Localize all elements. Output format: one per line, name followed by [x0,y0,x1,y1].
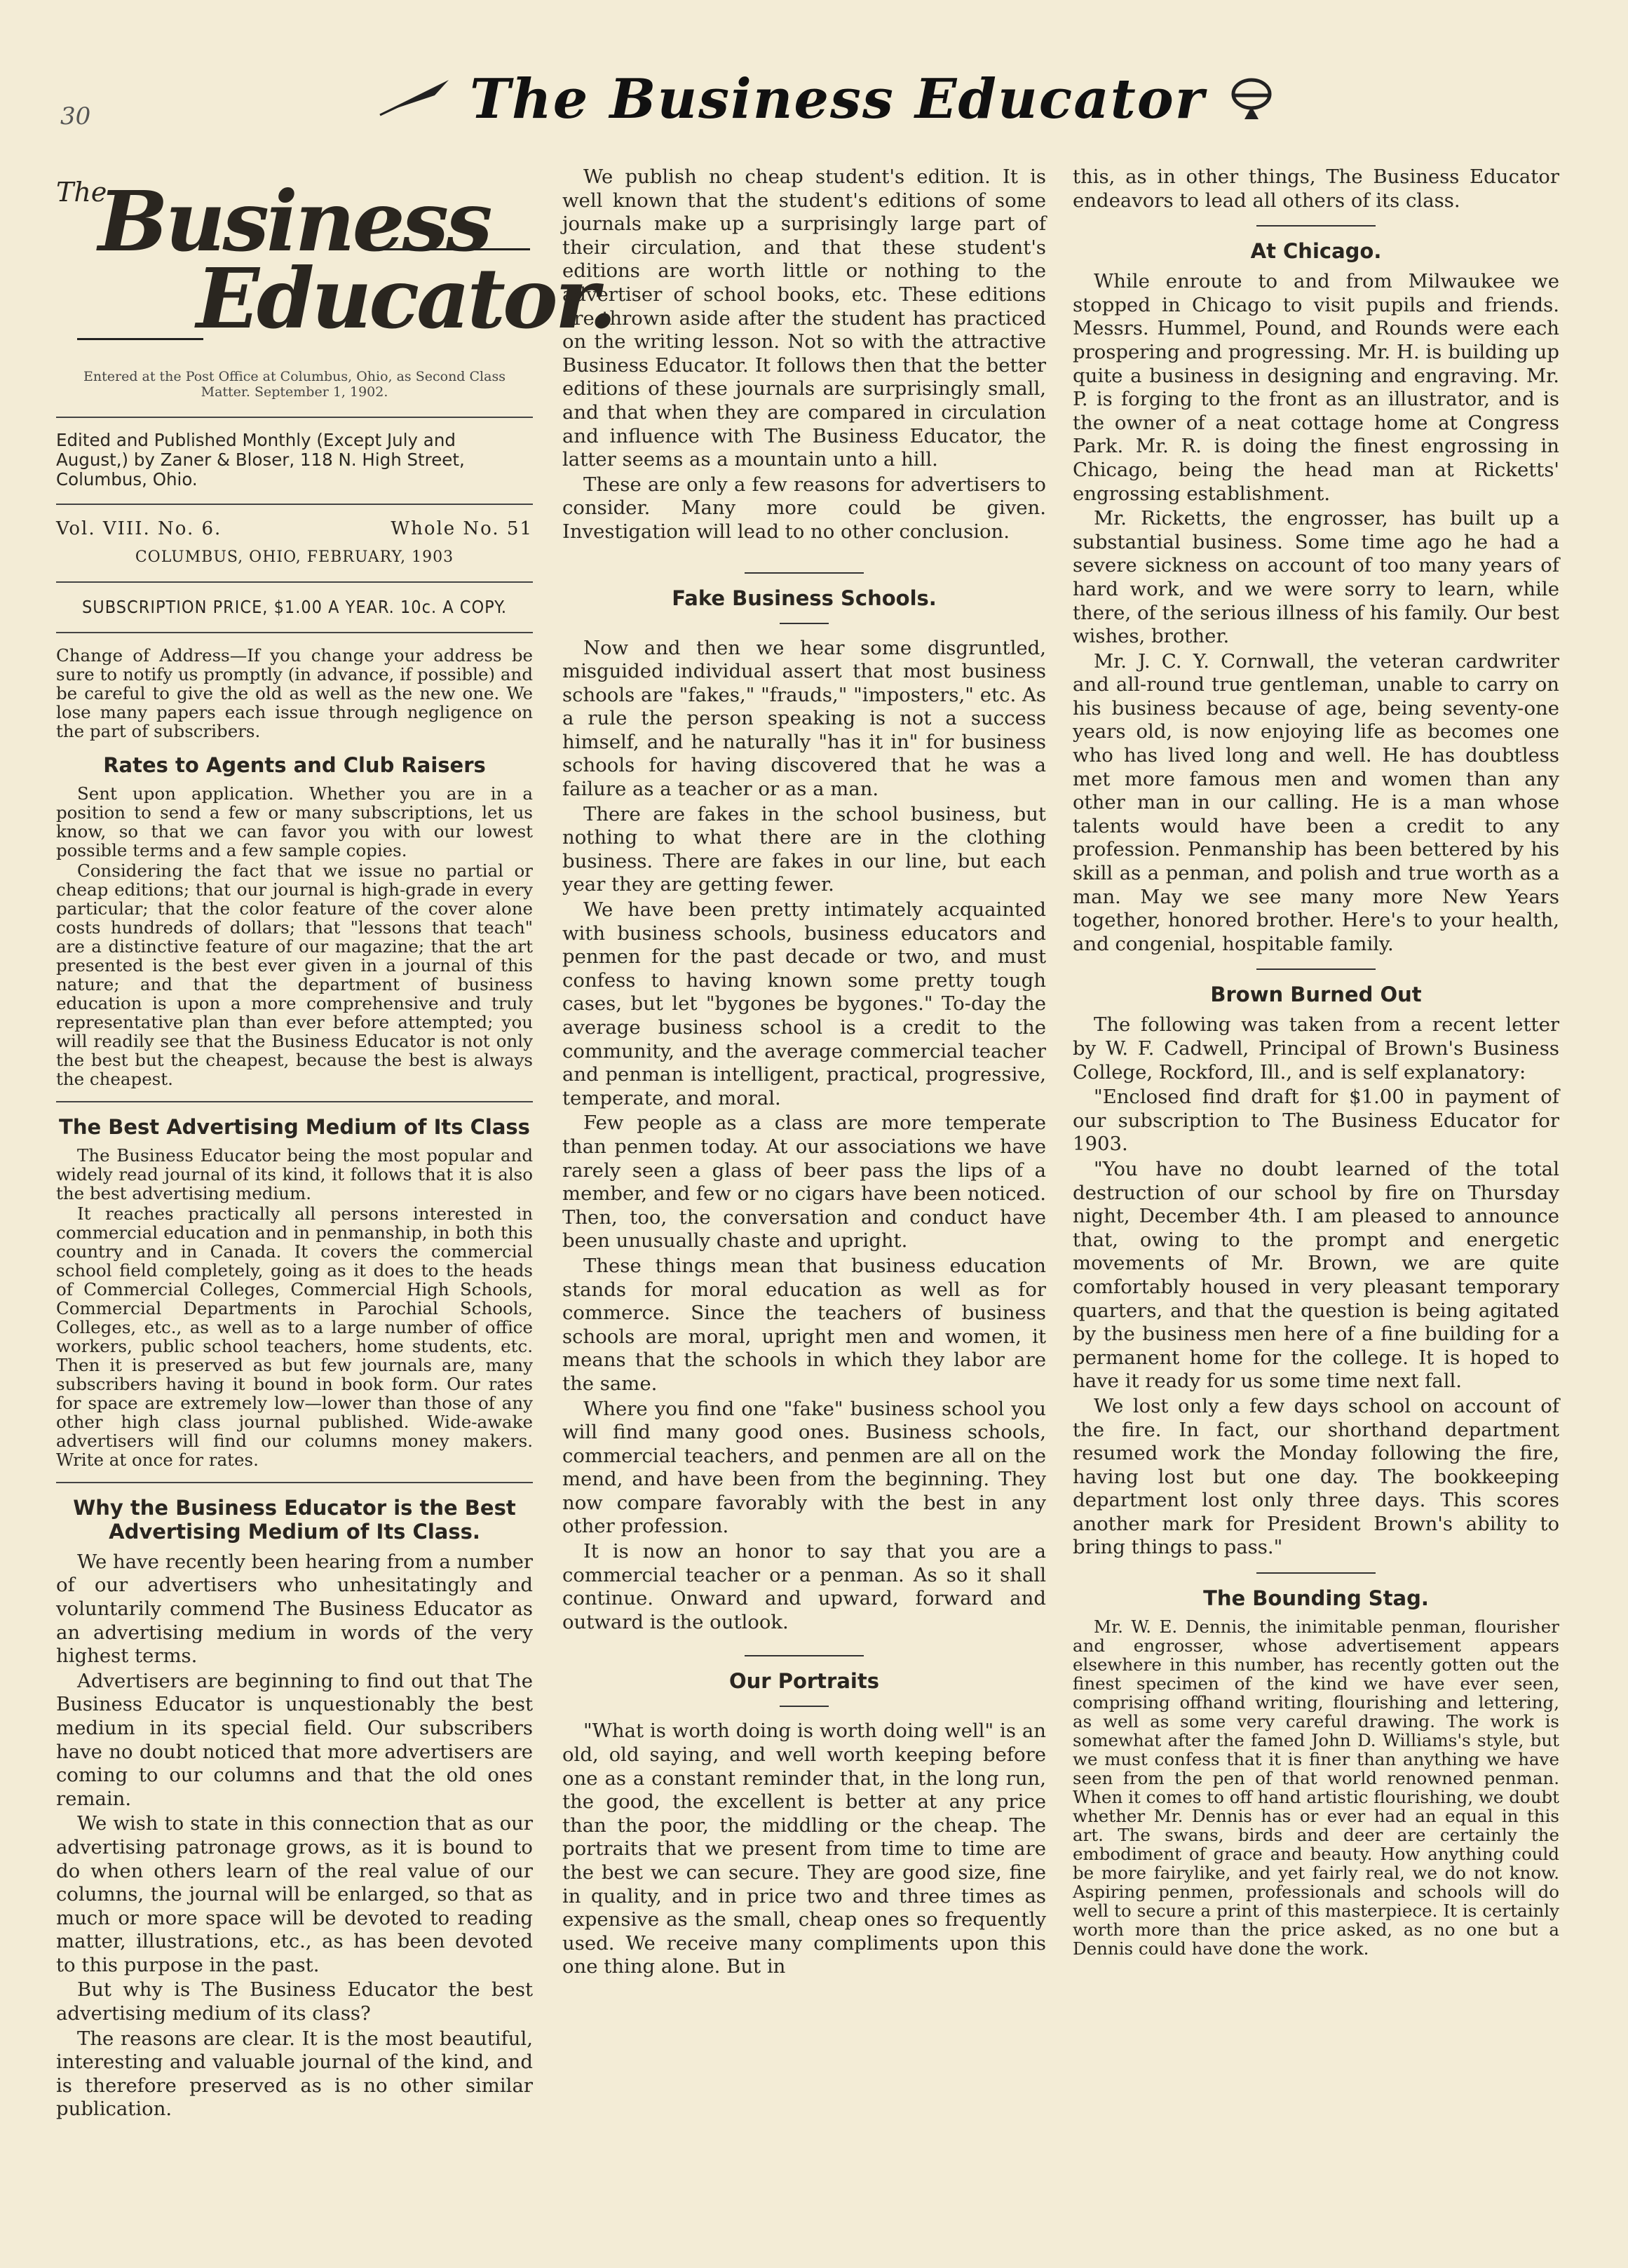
column-1 [56,166,615,2123]
paragraph: "What is worth doing is worth doing well" is an old, old saying, and well worth keeping before one as a constant reminder that, in the long run, the good, the excellent is better at any price than the poor, the middling or the cheap. The portraits that we present from time to time are the best we can secure. They are good size, fine in quality, and in price two and three times as expensive as the small, cheap ones so frequently used. We receive many compliments upon this one thing alone. But in [562,1720,1046,1978]
divider [1256,968,1376,970]
divider [56,417,533,418]
divider [56,1482,533,1483]
masthead-title: The Business Educator [470,67,1205,131]
divider [56,504,533,505]
paragraph: We have recently been hearing from a number of our advertisers who unhesitatingly and voluntarily commend The Business Educator as an advertising medium in words of the very highest terms. [56,1550,533,1668]
paragraph: These are only a few reasons for advertisers to consider. Many more could be given. Investigation will lead to no other conclusion. [562,473,1046,543]
paragraph: Where you find one "fake" business school you will find many good ones. Business schools, commercial teachers, and penmen are all on the mend, and have been from the beginning. They now compare favorably with the best in any other profession. [562,1397,1046,1538]
divider [780,623,829,624]
logo-line-1: Business [98,173,490,270]
paragraph: Advertisers are beginning to find out that The Business Educator is unquestionably the best medium in its special field. Our subscribers have no doubt noticed that more advertisers are coming to our columns and that the old ones remain. [56,1669,533,1810]
divider [780,1706,829,1707]
divider [56,581,533,583]
logo-the: The [56,177,107,208]
rates-heading: Rates to Agents and Club Raisers [103,752,486,777]
paragraph: We have been pretty intimately acquainted with business schools, business educators and penmen for the past decade or two, and must confess to having known some pretty tough cases, but let "bygones be bygones." To-day the average business school is a credit to the community, and the average commercial teacher and penman is intelligent, practical, progressive, temperate, and moral. [562,898,1046,1109]
divider [56,1101,533,1102]
business-educator-logo [56,166,615,369]
publication-info: Edited and Published Monthly (Except July and August,) by Zaner & Bloser, 118 N. High Street, Columbus, Ohio. [56,430,465,490]
paragraph: We publish no cheap student's edition. It is well known that the student's editions of some journals make up a surprisingly large part of their circulation, and that these student's editions are worth little or nothing to the advertiser of school books, etc. These editions are thrown aside after the student has practiced on the writing lesson. Not so with the attractive Business Educator. It follows then that the better editions of these journals are surprisingly small, and that when they are compared in circulation and influence with The Business Educator, the latter seems as a mountain unto a hill. [562,166,1046,471]
paragraph: Now and then we hear some disgruntled, misguided individual assert that most business schools are "fakes," "frauds," "imposters," etc. As a rule the person speaking is not a success himself, and he naturally "has it in" for business schools for having discovered that he was a failure as a teacher or as a man. [562,636,1046,801]
portraits-heading: Our Portraits [729,1669,879,1694]
change-of-address: Change of Address—If you change your address be sure to notify us promptly (in advance, if possible) and be careful to give the old as well as the new one. We lose many papers each issue through negligence on the part of subscribers. [56,644,533,741]
pen-nib-emblem-icon [1227,73,1276,122]
volume-number: Vol. VIII. No. 6. [56,518,222,539]
chicago-heading: At Chicago. [1250,239,1382,264]
divider [745,1655,864,1656]
column-3 [1073,166,1559,1959]
why-heading: Why the Business Educator is the Best Advertising Medium of Its Class. [73,1495,516,1544]
paragraph: It is now an honor to say that you are a commercial teacher or a penman. As so it shall continue. Onward and upward, forward and outward is the outlook. [562,1540,1046,1633]
paragraph: "Enclosed find draft for $1.00 in payment of our subscription to The Business Educator for 1903. [1073,1086,1559,1156]
paragraph: this, as in other things, The Business Educator endeavors to lead all others of its class. [1073,166,1559,212]
paragraph: While enroute to and from Milwaukee we stopped in Chicago to visit pupils and friends. Messrs. Hummel, Pound, and Rounds were each prospering and progressing. Mr. H. is building up quite a business in designing and engraving. Mr. P. is forging to the front as an illustrator, and is the owner of a neat cottage home at Congress Park. Mr. R. is doing the finest engrossing in Chicago, being the head man at Ricketts' engrossing establishment. [1073,270,1559,505]
paragraph: Sent upon application. Whether you are in a position to send a few or many subscriptions, let us know, so that we can favor you with our lowest possible terms and a few sample copies. [56,783,533,860]
paragraph: Mr. J. C. Y. Cornwall, the veteran cardwriter and all-round true gentleman, unable to carry on his business because of age, being seventy-one years old, is now enjoying life as becomes one who has lived long and well. He has doubtless met more famous men and women than any other man in our calling. He is a man whose talents would have been a credit to any profession. Penmanship has been bettered by his skill as a penman, and polish and true worth as a man. May we see many more New Years together, honored brother. Here's to your health, and congenial, hospitable family. [1073,649,1559,955]
brown-heading: Brown Burned Out [1210,983,1422,1007]
divider [1256,1572,1376,1574]
best-medium-heading: The Best Advertising Medium of Its Class [59,1114,530,1139]
fake-schools-heading: Fake Business Schools. [672,586,937,610]
paragraph: But why is The Business Educator the best advertising medium of its class? [56,1978,533,2025]
paragraph: We wish to state in this connection that as our advertising patronage grows, as it is bound to do when others learn of the real value of our columns, the journal will be enlarged, so that as much or more space will be devoted to reading matter, illustrations, etc., as has been devoted to this purpose in the past. [56,1812,533,1976]
place-date: COLUMBUS, OHIO, FEBRUARY, 1903 [135,548,454,566]
paragraph: We lost only a few days school on account of the fire. In fact, our shorthand department resumed work the Monday following the fire, having lost but one day. The bookkeeping department lost only three days. This scores another mark for President Brown's ability to bring things to pass." [1073,1394,1559,1559]
column-2 [562,166,1046,1980]
paragraph: Few people as a class are more temperate than penmen today. At our associations we have rarely seen a glass of beer pass the lips of a member, and few or no cigars have been noticed. Then, too, the conversation and conduct have been unusually chaste and upright. [562,1112,1046,1253]
masthead [379,67,1297,137]
paragraph: "You have no doubt learned of the total destruction of our school by fire on Thursday night, December 4th. I am pleased to announce that, owing to the prompt and energetic movements of Mr. Brown, we are quite comfortably housed in very pleasant temporary quarters, and that the question is being agitated by the business men here of a fine building for a permanent home for the college. It is hoped to have it ready for us some time next fall. [1073,1157,1559,1393]
paragraph: The following was taken from a recent letter by W. F. Cadwell, Principal of Brown's Business College, Rockford, Ill., and is self explanatory: [1073,1013,1559,1084]
paragraph: It reaches practically all persons interested in commercial education and in penmanship, in both this country and in Canada. It covers the commercial school field completely, going as it does to the heads of Commercial Colleges, Commercial High Schools, Commercial Departments in Parochial Schools, Colleges, etc., as well as to a large number of office workers, public school teachers, home students, etc. Then it is preserved as but few journals are, many subscribers having it bound in book form. Our rates for space are extremely low—lower than those of any other high class journal published. Wide-awake advertisers will find our columns money makers. Write at once for rates. [56,1203,533,1470]
page-number: 30 [60,102,91,130]
paragraph: There are fakes in the school business, but nothing to what there are in the clothing business. There are fakes in our line, but each year they are getting fewer. [562,802,1046,896]
divider [56,632,533,633]
divider [1256,225,1376,227]
subscription-price: SUBSCRIPTION PRICE, $1.00 A YEAR. 10c. A COPY. [82,597,507,618]
stag-heading: The Bounding Stag. [1203,1586,1429,1611]
paragraph: Mr. Ricketts, the engrosser, has built up a substantial business. Some time ago he had a severe sickness on account of too many years of hard work, and we were sorry to learn, while there, of the serious illness of his family. Our best wishes, brother. [1073,507,1559,648]
paragraph: The Business Educator being the most popular and widely read journal of its kind, it follows that it is also the best advertising medium. [56,1145,533,1203]
entry-note: Entered at the Post Office at Columbus, Ohio, as Second Class Matter. September 1, 1902. [83,369,506,400]
paragraph: Mr. W. E. Dennis, the inimitable penman, flourisher and engrosser, whose advertisement appears elsewhere in this number, has recently gotten out the finest specimen of the kind we have ever seen, comprising offhand writing, flourishing and lettering, as well as some very careful drawing. The work is somewhat after the famed John D. Williams's style, but we must confess that it is finer than anything we have seen from the pen of that world renowned penman. When it comes to off hand artistic flourishing, we doubt whether Mr. Dennis has or ever had an equal in this art. The swans, birds and deer are certainly the embodiment of grace and beauty. How anything could be more fairylike, and yet fairly real, we do not know. Aspiring penmen, professionals and schools will do well to secure a print of this masterpiece. It is certainly worth more than the price asked, as no one but a Dennis could have done the work. [1073,1616,1559,1959]
divider [745,572,864,574]
logo-line-2: Educator. [196,250,615,347]
logo-swash-2 [77,338,203,340]
whole-number: Whole No. 51 [391,518,533,539]
quill-pen-icon [379,74,456,116]
paragraph: The reasons are clear. It is the most beautiful, interesting and valuable journal of the kind, and is therefore preserved as is no other similar publication. [56,2027,533,2121]
paragraph: These things mean that business education stands for moral education as well as for commerce. Since the teachers of business schools are moral, upright men and women, it means that the schools in which they labor are the same. [562,1254,1046,1395]
paragraph: Considering the fact that we issue no partial or cheap editions; that our journal is high-grade in every particular; that the color feature of the cover alone costs hundreds of dollars; that "lessons that teach" are a distinctive feature of our magazine; that the art presented is the best ever given in a journal of this nature; and that the department of business education is upon a more comprehensive and truly representative plan than ever before attempted; you will readily see that the Business Educator is not only the best but the cheapest, because the best is always the cheapest. [56,860,533,1089]
volume-line [56,518,533,541]
